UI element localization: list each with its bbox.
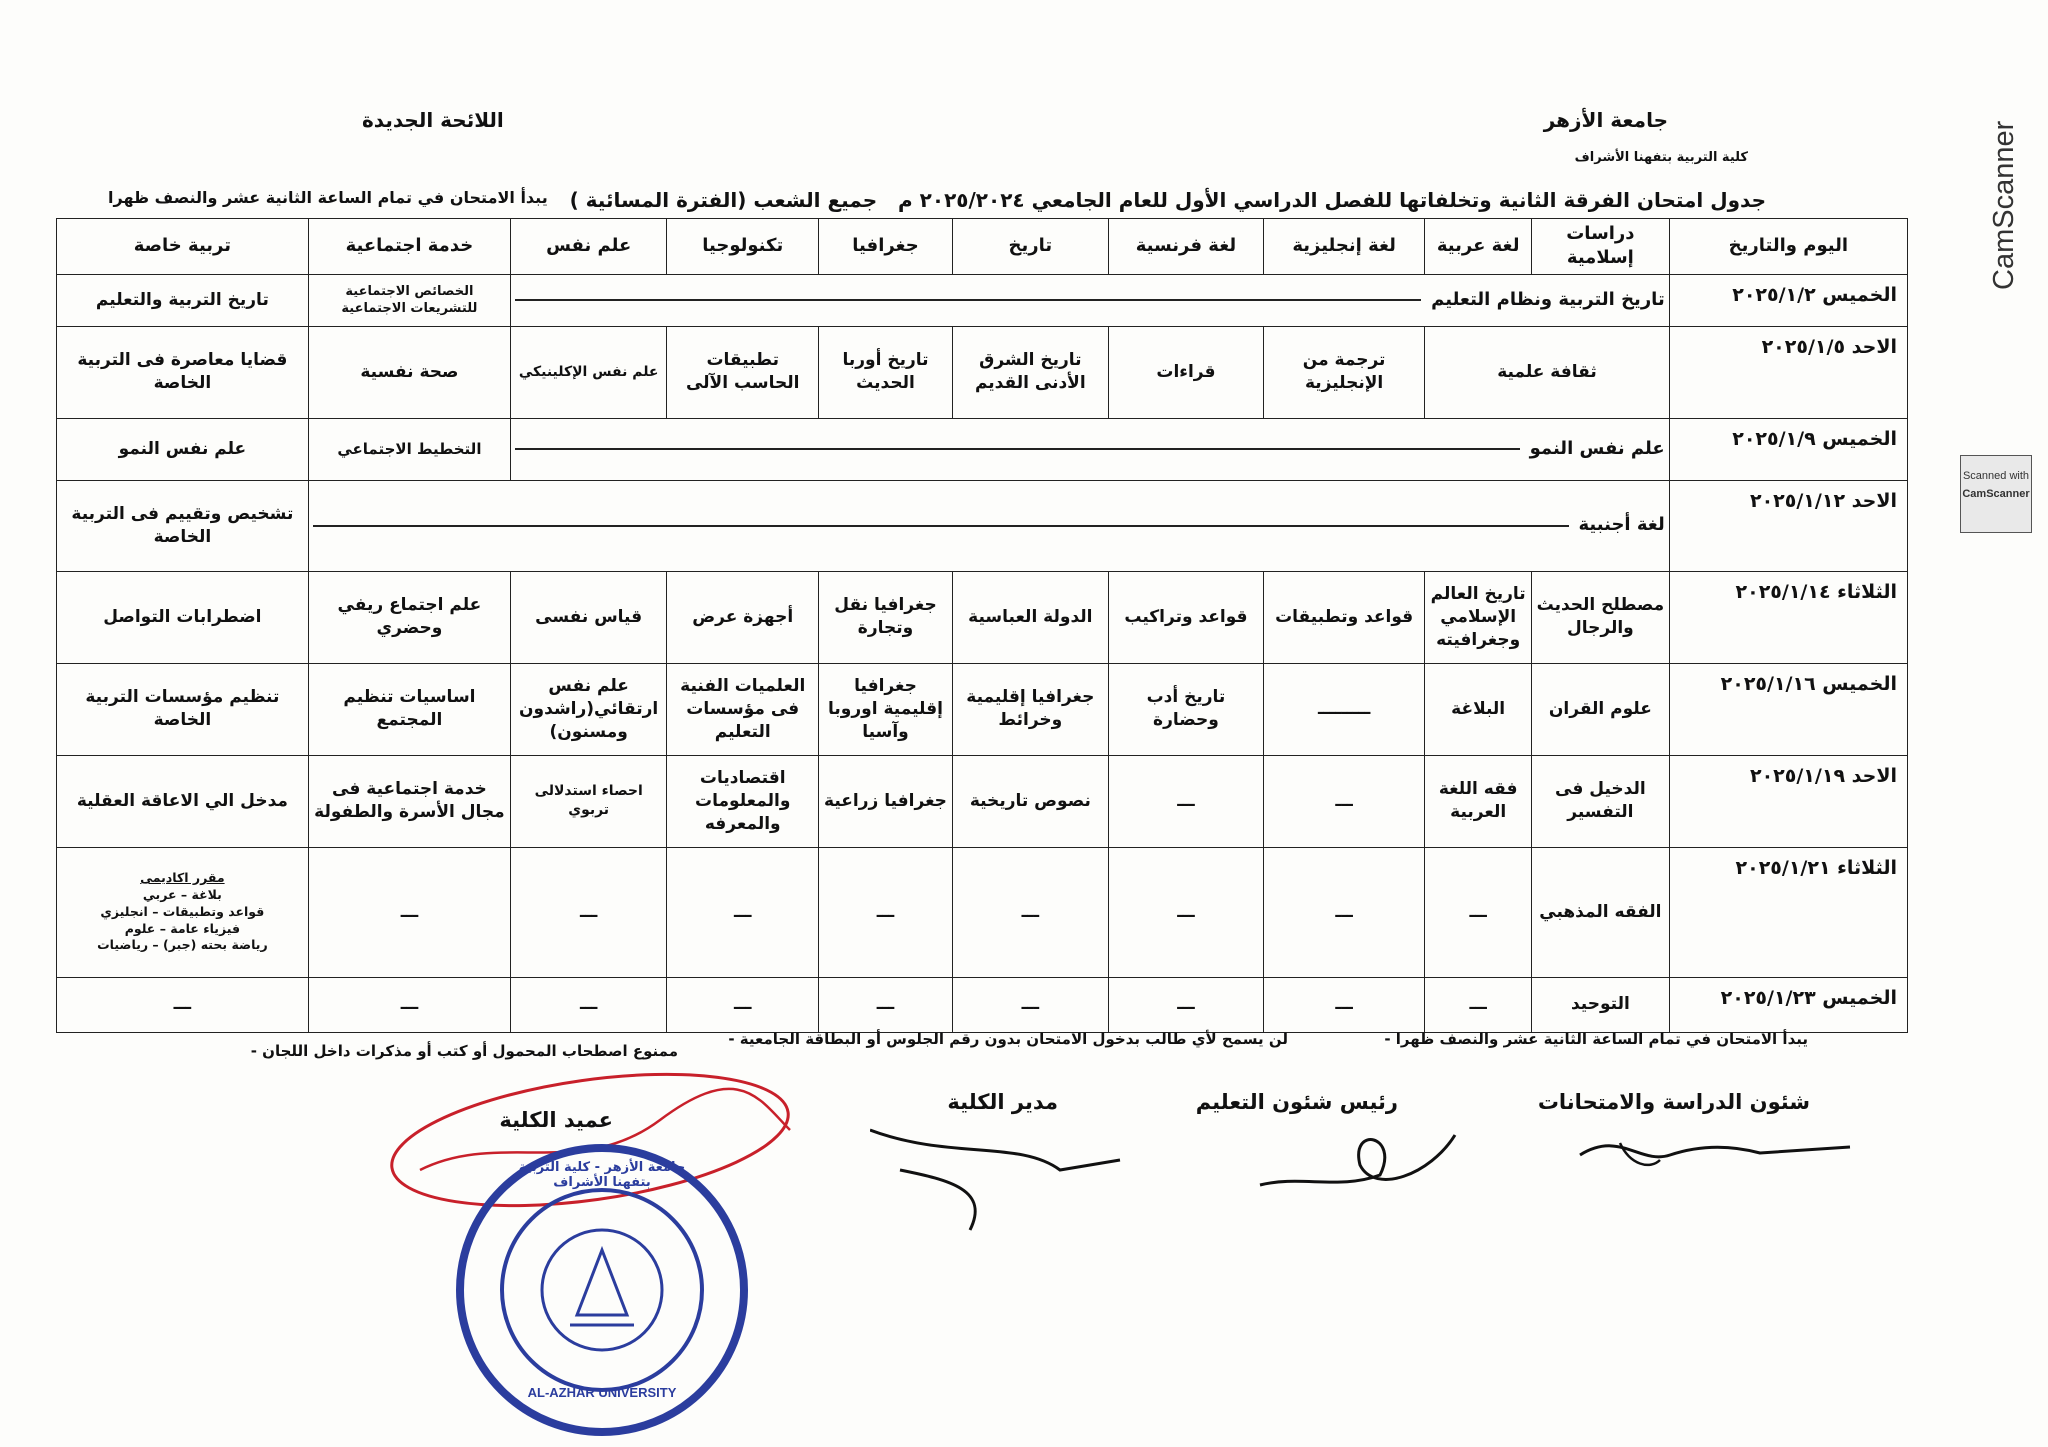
social-exam: التخطيط الاجتماعي (308, 418, 510, 480)
column-header-islamic: دراسات إسلامية (1532, 219, 1670, 275)
english-exam: ـــــــــ (1263, 663, 1424, 755)
french-exam: تاريخ أدب وحضارة (1108, 663, 1263, 755)
schedule-title: جدول امتحان الفرقة الثانية وتخلفاتها للفصل الدراسي الأول للعام الجامعي ٢٠٢٥/٢٠٢٤ م جميع الشعب (الفترة المسائية ) (569, 188, 1766, 212)
history-exam: ـــ (952, 847, 1108, 977)
arabic-exam: ـــ (1425, 847, 1532, 977)
column-header-special: تربية خاصة (57, 219, 309, 275)
academic-course-line: رياضة بحته (جبر) – رياضيات (97, 937, 268, 953)
column-header-psychology: علم نفس (511, 219, 667, 275)
row-date: الخميس ٢٠٢٥/١/١٦ (1669, 663, 1907, 755)
university-stamp (452, 1140, 752, 1440)
academic-course-line: قواعد وتطبيقات – انجليزي (100, 903, 265, 919)
camscanner-badge-line2: CamScanner (1962, 488, 2030, 500)
technology-exam: أجهزة عرض (667, 571, 819, 663)
special-exam: مدخل الي الاعاقة العقلية (57, 755, 309, 847)
special-academic-cell (57, 847, 309, 977)
table-row (57, 274, 1908, 326)
footer-note: - ممنوع اصطحاب المحمول أو كتب أو مذكرات داخل اللجان (250, 1042, 678, 1060)
merged-exam-cell: تاريخ التربية ونظام التعليم (511, 274, 1670, 326)
islamic-exam: مصطلح الحديث والرجال (1532, 571, 1670, 663)
islamic-exam: الدخيل فى التفسير (1532, 755, 1670, 847)
special-exam: تنظيم مؤسسات التربية الخاصة (57, 663, 309, 755)
social-exam: خدمة اجتماعية فى مجال الأسرة والطفولة (308, 755, 510, 847)
social-exam: ـــ (308, 977, 510, 1032)
social-exam: الخصائص الاجتماعية للتشريعات الاجتماعية (308, 274, 510, 326)
faculty-name: كلية التربية بتفهنا الأشراف (1574, 150, 1748, 165)
footer-note: - لن يسمح لأي طالب بدخول الامتحان بدون رقم الجلوس أو البطاقة الجامعية (728, 1030, 1288, 1048)
camscanner-badge (1960, 455, 2032, 533)
geography-exam: جغرافيا نقل وتجارة (819, 571, 953, 663)
row-date: الخميس ٢٠٢٥/١/٢ (1669, 274, 1907, 326)
geography-exam: ـــ (819, 847, 953, 977)
academic-course-title: مقرر اكاديمى (140, 869, 225, 885)
column-header-history: تاريخ (952, 219, 1108, 275)
english-exam: ـــ (1263, 847, 1424, 977)
psychology-exam: علم نفس الإكلينيكي (511, 326, 667, 418)
special-exam: علم نفس النمو (57, 418, 309, 480)
regulation-label: اللائحة الجديدة (362, 108, 504, 132)
stamp-text-ar: جامعة الأزهر - كلية التربية بتفهنا الأشراف (518, 1160, 686, 1190)
social-exam: ـــ (308, 847, 510, 977)
row-date: الثلاثاء ٢٠٢٥/١/١٤ (1669, 571, 1907, 663)
row-date: الاحد ٢٠٢٥/١/١٩ (1669, 755, 1907, 847)
psychology-exam: قياس نفسى (511, 571, 667, 663)
table-row (57, 755, 1908, 847)
social-exam: اساسيات تنظيم المجتمع (308, 663, 510, 755)
exam-schedule-table (56, 218, 1908, 1033)
table-row (57, 977, 1908, 1032)
column-header-arabic: لغة عربية (1425, 219, 1532, 275)
row-date: الخميس ٢٠٢٥/١/٩ (1669, 418, 1907, 480)
islamic-exam: الفقه المذهبي (1532, 847, 1670, 977)
row-date: الاحد ٢٠٢٥/١/٥ (1669, 326, 1907, 418)
column-header-french: لغة فرنسية (1108, 219, 1263, 275)
islamic-arabic-exam: ثقافة علمية (1425, 326, 1669, 418)
history-exam: تاريخ الشرق الأدنى القديم (952, 326, 1108, 418)
special-exam: تاريخ التربية والتعليم (57, 274, 309, 326)
technology-exam: ـــ (667, 847, 819, 977)
signature-mark (870, 1120, 1130, 1240)
history-exam: نصوص تاريخية (952, 755, 1108, 847)
table-row (57, 571, 1908, 663)
table-row (57, 418, 1908, 480)
geography-exam: جغرافيا زراعية (819, 755, 953, 847)
english-exam: ـــ (1263, 755, 1424, 847)
table-row (57, 480, 1908, 571)
english-exam: ترجمة من الإنجليزية (1263, 326, 1424, 418)
geography-exam: تاريخ أوربا الحديث (819, 326, 953, 418)
psychology-exam: احصاء استدلالى تربوي (511, 755, 667, 847)
geography-exam: جغرافيا إقليمية اوروبا وآسيا (819, 663, 953, 755)
technology-exam: ـــ (667, 977, 819, 1032)
special-exam: قضايا معاصرة فى التربية الخاصة (57, 326, 309, 418)
french-exam: ـــ (1108, 755, 1263, 847)
row-date: الخميس ٢٠٢٥/١/٢٣ (1669, 977, 1907, 1032)
signature-title: شئون الدراسة والامتحانات (1537, 1090, 1810, 1114)
special-exam: ـــ (57, 977, 309, 1032)
table-row (57, 326, 1908, 418)
arabic-exam: البلاغة (1425, 663, 1532, 755)
history-exam: ـــ (952, 977, 1108, 1032)
psychology-exam: علم نفس ارتقائي(راشدون ومسنون) (511, 663, 667, 755)
university-name: جامعة الأزهر (1543, 108, 1668, 132)
geography-exam: ـــ (819, 977, 953, 1032)
footer-note: - يبدأ الامتحان في تمام الساعة الثانية عشر والنصف ظهرا (1384, 1030, 1808, 1048)
technology-exam: اقتصاديات والمعلومات والمعرفه (667, 755, 819, 847)
islamic-exam: التوحيد (1532, 977, 1670, 1032)
signature-title: عميد الكلية (499, 1108, 613, 1132)
column-header-geography: جغرافيا (819, 219, 953, 275)
social-exam: صحة نفسية (308, 326, 510, 418)
special-exam: اضطرابات التواصل (57, 571, 309, 663)
divisions-label: جميع الشعب (الفترة المسائية ) (569, 188, 878, 212)
column-header-english: لغة إنجليزية (1263, 219, 1424, 275)
column-header-day-date: اليوم والتاريخ (1669, 219, 1907, 275)
arabic-exam: فقه اللغة العربية (1425, 755, 1532, 847)
academic-course-line: فيزياء عامة – علوم (124, 920, 241, 936)
psychology-exam: ـــ (511, 977, 667, 1032)
stamp-text-en: AL-AZHAR UNIVERSITY (527, 1385, 677, 1400)
history-exam: جغرافيا إقليمية وخرائط (952, 663, 1108, 755)
table-header-row (57, 219, 1908, 275)
english-exam: قواعد وتطبيقات (1263, 571, 1424, 663)
french-exam: ـــ (1108, 977, 1263, 1032)
history-exam: الدولة العباسية (952, 571, 1108, 663)
social-exam: علم اجتماع ريفي وحضري (308, 571, 510, 663)
table-row (57, 847, 1908, 977)
row-date: الاحد ٢٠٢٥/١/١٢ (1669, 480, 1907, 571)
row-date: الثلاثاء ٢٠٢٥/١/٢١ (1669, 847, 1907, 977)
start-time-note: يبدأ الامتحان في تمام الساعة الثانية عشر والنصف ظهرا (108, 188, 548, 207)
special-exam: تشخيص وتقييم فى التربية الخاصة (57, 480, 309, 571)
french-exam: ـــ (1108, 847, 1263, 977)
signature-mark (1250, 1115, 1470, 1205)
arabic-exam: تاريخ العالم الإسلامي وجغرافيته (1425, 571, 1532, 663)
signature-title: رئيس شئون التعليم (1195, 1090, 1398, 1114)
english-exam: ـــ (1263, 977, 1424, 1032)
column-header-technology: تكنولوجيا (667, 219, 819, 275)
arabic-exam: ـــ (1425, 977, 1532, 1032)
camscanner-watermark: CamScanner (1988, 120, 2020, 290)
merged-exam-cell: لغة أجنبية (308, 480, 1669, 571)
merged-exam-cell: علم نفس النمو (511, 418, 1670, 480)
islamic-exam: علوم القران (1532, 663, 1670, 755)
camscanner-badge-line1: Scanned with (1962, 470, 2030, 482)
table-row (57, 663, 1908, 755)
column-header-social: خدمة اجتماعية (308, 219, 510, 275)
signature-title: مدير الكلية (947, 1090, 1058, 1114)
technology-exam: تطبيقات الحاسب الآلى (667, 326, 819, 418)
french-exam: قواعد وتراكيب (1108, 571, 1263, 663)
academic-course-line: بلاغة – عربي (142, 886, 222, 902)
psychology-exam: ـــ (511, 847, 667, 977)
french-exam: قراءات (1108, 326, 1263, 418)
technology-exam: العلميات الفنية فى مؤسسات التعليم (667, 663, 819, 755)
signature-mark (1560, 1125, 1860, 1185)
